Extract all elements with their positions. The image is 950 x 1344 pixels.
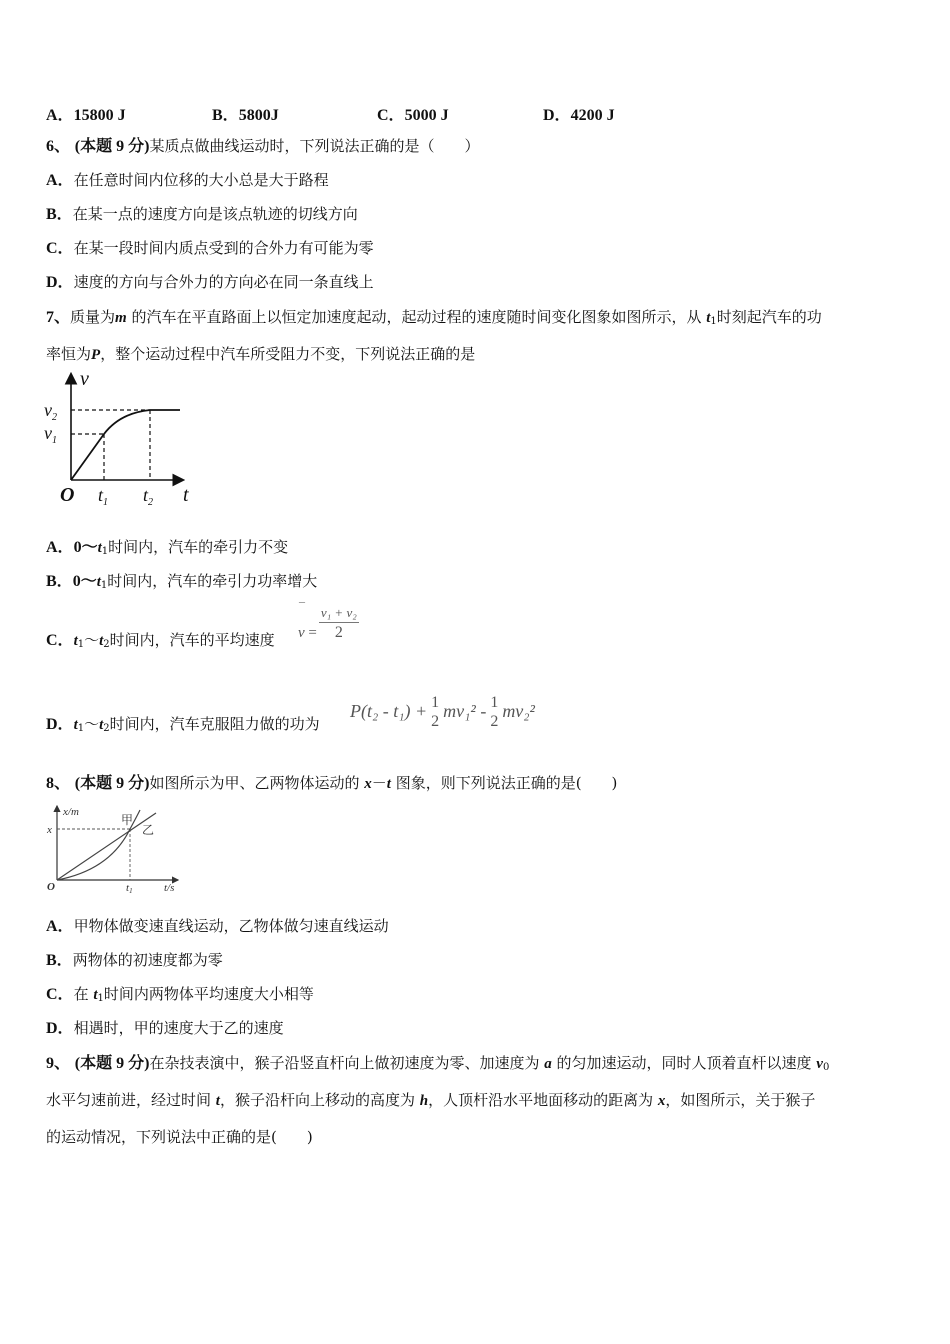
svg-text:x: x xyxy=(47,824,52,836)
q6-stem: 6、 (本题 9 分)某质点做曲线运动时，下列说法正确的是（ ） xyxy=(46,137,480,155)
q5-option-c[interactable]: C．5000 J xyxy=(377,107,449,124)
q8-stem: 8、 (本题 9 分)如图所示为甲、乙两物体运动的 x－t 图象，则下列说法正确的是( ) xyxy=(46,774,618,792)
q7-option-d-formula: P(t₂ - t₁) + 1 2 mv₁² - 1 2 mv₂² xyxy=(350,694,535,730)
q6-option-a[interactable]: A．在任意时间内位移的大小总是大于路程 xyxy=(46,171,329,189)
svg-text:t1: $t_1$ xyxy=(98,485,109,508)
q9-stem-line2: 水平匀速前进，经过时间 t，猴子沿杆向上移动的高度为 h，人顶杆沿水平地面移动的距离为 x，如图所示，关于猴子 xyxy=(46,1091,816,1109)
svg-text:v1: $v_1$ xyxy=(44,423,57,446)
q7-option-d[interactable]: D．$t_1\sim t_2$时间内，汽车克服阻力做的功为 xyxy=(46,715,320,734)
q6-option-d[interactable]: D．速度的方向与合外力的方向必在同一条直线上 xyxy=(46,273,374,291)
q9-stem-line3: 的运动情况，下列说法中正确的是( ) xyxy=(46,1128,313,1146)
q7-option-b[interactable]: B．$0\sim t_1$时间内，汽车的牵引力功率增大 xyxy=(46,572,318,591)
svg-text:x/m: x/m xyxy=(63,806,79,818)
q6-option-b[interactable]: B．在某一点的速度方向是该点轨迹的切线方向 xyxy=(46,205,358,223)
svg-text:t/s: t/s xyxy=(164,882,175,894)
q7-vt-graph xyxy=(40,365,200,510)
svg-text:甲: 甲 xyxy=(121,813,134,827)
svg-text:O: O xyxy=(47,881,55,893)
q7-option-a[interactable]: A．$0\sim t_1$时间内，汽车的牵引力不变 xyxy=(46,538,289,557)
q8-option-b[interactable]: B．两物体的初速度都为零 xyxy=(46,951,223,969)
q5-option-b[interactable]: B．5800J xyxy=(212,107,279,124)
q7-option-c-formula: v ¯ = $\frac{\text{v₁ + v₂}}{2}$ xyxy=(298,600,357,641)
svg-text:t2: $t_2$ xyxy=(143,485,154,508)
svg-text:乙: 乙 xyxy=(142,823,155,837)
q8-xt-graph xyxy=(40,800,190,895)
svg-text:v: v xyxy=(80,368,89,390)
svg-text:v2: $v_2$ xyxy=(44,400,57,423)
q8-option-a[interactable]: A．甲物体做变速直线运动，乙物体做匀速直线运动 xyxy=(46,917,389,935)
svg-text:O: O xyxy=(60,484,75,506)
svg-text:t1: t1 xyxy=(126,882,133,895)
q6-option-c[interactable]: C．在某一段时间内质点受到的合外力有可能为零 xyxy=(46,239,374,257)
q7-option-c[interactable]: C．$t_1\sim t_2$时间内，汽车的平均速度 xyxy=(46,631,275,650)
q7-stem-line1: 7、质量为m 的汽车在平直路面上以恒定加速度起动，起动过程的速度随时间变化图象如图所示，从 $t_1$时刻起汽车的功 xyxy=(46,308,822,327)
q5-option-d[interactable]: D．4200 J xyxy=(543,107,615,124)
q8-option-c[interactable]: C．在 $t_1$时间内两物体平均速度大小相等 xyxy=(46,985,314,1004)
velocity-curve xyxy=(71,410,180,480)
q5-option-a[interactable]: A．15800 J xyxy=(46,107,126,124)
q9-stem-line1: 9、 (本题 9 分)在杂技表演中，猴子沿竖直杆向上做初速度为零、加速度为 a 的匀加速运动，同时人顶着直杆以速度 $v_0$ xyxy=(46,1054,830,1073)
svg-text:t: t xyxy=(183,484,189,506)
q8-option-d[interactable]: D．相遇时，甲的速度大于乙的速度 xyxy=(46,1019,284,1037)
q7-stem-line2: 率恒为P，整个运动过程中汽车所受阻力不变，下列说法正确的是 xyxy=(46,345,476,363)
